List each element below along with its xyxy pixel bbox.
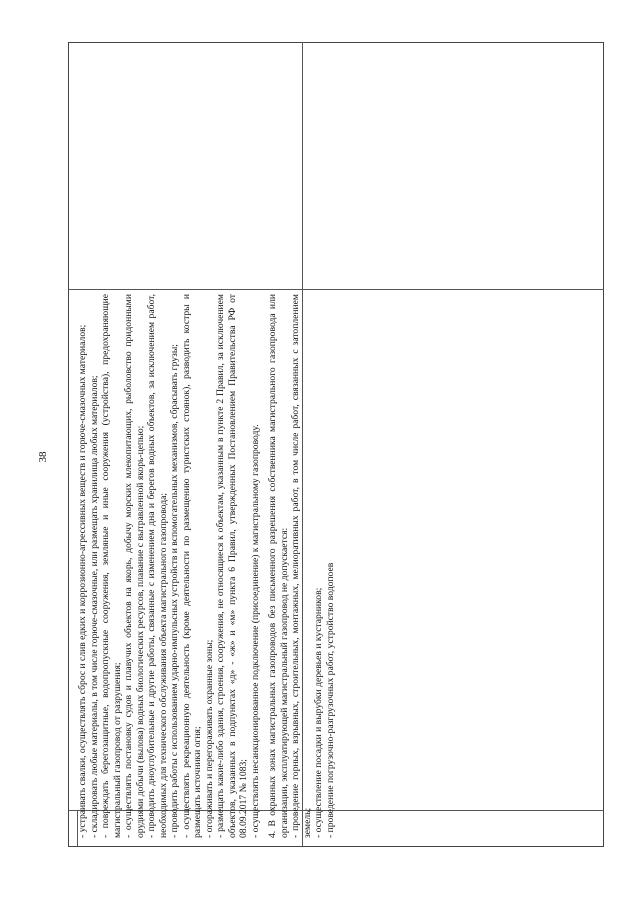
restriction-item: - осуществлять несанкционированное подключение (присоединение) к магистральному газопроводу. <box>249 424 261 838</box>
restriction-item: - размещать какие-либо здания, строения, сооружения, не относящиеся к объектам, указанным в пункте 2 Правил, за исключением объектов, указанных в подпунктах «д» - «ж» и «м» пункта 6 Правил, утвержденных Постановлением Правительства РФ от 08.09.2017 № 1083; <box>215 294 249 838</box>
rotated-text-content <box>77 294 336 838</box>
restriction-item: - устраивать свалки, осуществлять сброс и слив едких и коррозионно-агрессивных веществ и горюче-смазочных материалов; <box>77 324 88 838</box>
restriction-item: - осуществлять постановку судов и плавучих объектов на якорь, добычу морских млекопитающих, рыболовство придонными орудиями добычи (вылова) водных биологических ресурсов, плавание с вытравленной якорь-цепью; <box>123 294 146 838</box>
restriction-item: - проведение горных, взрывных, строительных, монтажных, мелиоративных работ, в том числе работ, связанных с затоплением земель; <box>290 294 313 838</box>
restriction-item: - проведение погрузочно-разгрузочных работ, устройство водопоев <box>324 562 336 838</box>
restriction-item: - складировать любые материалы, в том числе горюче-смазочные, или размещать хранилища любых материалов; <box>88 375 100 838</box>
restriction-item: - огораживать и перегораживать охранные зоны; <box>203 639 215 838</box>
restriction-item: - проводить работы с использованием ударно-импульсных устройств и вспомогательных механизмов, сбрасывать грузы; <box>169 344 180 838</box>
restriction-item: - осуществление посадки и вырубки деревьев и кустарников; <box>313 587 324 838</box>
section-4-heading: 4. В охранных зонах магистральных газопроводов без письменного разрешения собственника магистрального газопровода или организации, эксплуатирующей магистральный газопровод не допускается: <box>267 294 290 838</box>
restriction-item: - проводить дноуглубительные и другие работы, связанные с изменением дна и берегов водных объектов, за исключением работ, необходимых для технического обслуживания объекта магистрального газопровода; <box>146 294 169 838</box>
restriction-item: - осуществлять рекреационную деятельность (кроме деятельности по размещению туристских стоянок), разводить костры и размещать источники огня; <box>180 294 203 838</box>
restriction-item: - повреждать берегозащитные, водопропускные сооружения, земляные и иные сооружения (устройства), предохраняющие магистральный газопровод от разрушения; <box>100 294 123 838</box>
rotated-column <box>77 294 336 838</box>
page-number: 38 <box>37 451 49 463</box>
